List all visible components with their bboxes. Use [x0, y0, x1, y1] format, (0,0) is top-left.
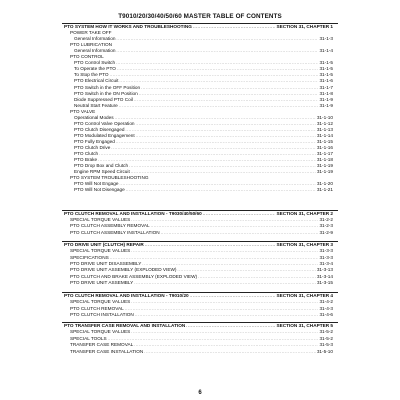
page-reference: 31-1-6	[319, 78, 333, 84]
entry-label: SPECIAL TOOLS	[70, 335, 107, 341]
section-title: PTO TRANSFER CASE REMOVAL AND INSTALLATION	[64, 323, 186, 328]
toc-entry	[70, 267, 333, 273]
page-reference: 31-3-14	[316, 273, 333, 279]
entry-label: PTO CLUTCH REMOVAL	[70, 305, 124, 311]
page-reference: 31-1-8	[319, 90, 333, 96]
page-number: 6	[198, 390, 202, 396]
page-reference: 31-1-20	[316, 181, 333, 187]
entry-label: PTO DRIVE UNIT ASSEMBLY (EXPLODED VIEW)	[70, 267, 177, 273]
page-reference: 31-1-21	[316, 187, 333, 193]
dot-leader	[186, 323, 275, 329]
toc-entry	[70, 230, 333, 236]
entry-label: PTO LUBRICATION	[70, 42, 113, 48]
entry-label: PTO Control Switch	[74, 60, 116, 66]
toc-section-header	[64, 211, 333, 217]
toc-entry	[70, 248, 333, 254]
page-title: T9010/20/30/40/50/60 MASTER TABLE OF CONTENTS	[118, 13, 282, 20]
entry-label: To Operate the PTO	[74, 66, 116, 72]
entry-label: SPECIFICATIONS	[70, 254, 109, 260]
toc-entry	[70, 342, 333, 348]
page-reference: 31-4-6	[319, 312, 333, 318]
page-reference: 31-1-14	[316, 132, 333, 138]
entry-label: Diode Suppressed PTO Coil	[74, 96, 133, 102]
chapter-reference: SECTION 31, CHAPTER 3	[276, 242, 333, 247]
page-reference: 31-3-4	[319, 260, 333, 266]
toc-entry	[70, 349, 333, 355]
chapter-reference: SECTION 31, CHAPTER 5	[276, 323, 333, 328]
dot-leader	[131, 329, 318, 335]
entry-label: PTO CLUTCH AND BRAKE ASSEMBLY (EXPLODED VIEW)	[70, 273, 198, 279]
dot-leader	[126, 187, 316, 193]
section-title: PTO DRIVE UNIT (CLUTCH) REPAIR	[64, 242, 144, 247]
page-reference: 31-2-3	[319, 223, 333, 229]
page-reference: 31-5-3	[319, 342, 333, 348]
page-reference: 31-1-19	[316, 163, 333, 169]
toc-entry	[70, 312, 333, 318]
dot-leader	[125, 306, 319, 312]
toc-section-header	[64, 242, 333, 248]
toc-entry	[70, 336, 333, 342]
entry-label: PTO Brake	[74, 157, 98, 163]
page-reference: 31-3-13	[316, 267, 333, 273]
dot-leader	[131, 248, 318, 254]
page-reference: 31-1-7	[319, 84, 333, 90]
toc-entry	[70, 217, 333, 223]
page-reference: 31-1-12	[316, 120, 333, 126]
entry-label: PTO CONTROL	[70, 54, 104, 60]
page-reference: 31-1-5	[319, 60, 333, 66]
page-reference: 31-1-10	[316, 114, 333, 120]
dot-leader	[198, 274, 316, 280]
entry-label: General Information	[74, 36, 116, 42]
chapter-reference: SECTION 31, CHAPTER 4	[276, 293, 333, 298]
entry-label: PTO Will Not Disengage	[74, 187, 125, 193]
entry-label: PTO SYSTEM TROUBLESHOOTING	[70, 175, 149, 181]
toc-entry	[70, 329, 333, 335]
entry-label: PTO Control Valve Operation	[74, 120, 135, 126]
page-reference: 31-1-4	[319, 48, 333, 54]
page-reference: 31-5-2	[319, 329, 333, 335]
entry-label: SPECIAL TORQUE VALUES	[70, 299, 131, 305]
page-reference: 31-1-16	[316, 145, 333, 150]
section-title: PTO CLUTCH REMOVAL AND INSTALLATION - T9010/20	[64, 293, 189, 298]
dot-leader	[161, 230, 319, 236]
toc-entry	[70, 223, 333, 229]
page-reference: 31-1-19	[316, 169, 333, 175]
entry-label: TRANSFER CASE REMOVAL	[70, 342, 134, 348]
entry-label: General Information	[74, 48, 116, 54]
entry-label: PTO Clutch Drive	[74, 145, 111, 150]
toc-section-header	[64, 323, 333, 329]
toc-entry	[70, 299, 333, 305]
entry-label: SPECIAL TORQUE VALUES	[70, 217, 131, 223]
page-reference: 31-5-10	[316, 348, 333, 354]
section-title: PTO SYSTEM HOW IT WORKS AND TROUBLESHOOTING	[64, 24, 192, 29]
entry-label: PTO CLUTCH ASSEMBLY INSTALLATION	[70, 229, 160, 235]
dot-leader	[145, 242, 276, 248]
dot-leader	[203, 211, 276, 217]
entry-label: PTO Will Not Engage	[74, 181, 119, 187]
entry-label: PTO Drop Box and Clutch	[74, 163, 129, 169]
entry-label: PTO Electrical Circuit	[74, 78, 119, 84]
toc-entry	[70, 280, 333, 286]
page-reference: 31-3-15	[316, 279, 333, 285]
entry-label: Operational Modes	[74, 114, 114, 120]
page-reference: 31-1-9	[319, 102, 333, 108]
page-reference: 31-2-9	[319, 229, 333, 235]
page-reference: 31-3-3	[319, 248, 333, 254]
toc-entry	[70, 255, 333, 261]
page-reference: 31-5-2	[319, 335, 333, 341]
dot-leader	[131, 217, 318, 223]
entry-label: PTO DRIVE UNIT ASSEMBLY	[70, 279, 134, 285]
dot-leader	[131, 299, 318, 305]
entry-label: PTO Switch in the OFF Position	[74, 84, 141, 90]
dot-leader	[151, 223, 319, 229]
page-reference: 31-1-17	[316, 151, 333, 157]
dot-leader	[177, 267, 315, 273]
page-reference: 31-1-15	[316, 138, 333, 144]
entry-label: PTO Modulated Engagement	[74, 132, 135, 138]
dot-leader	[190, 293, 276, 299]
entry-label: POWER TAKE OFF	[70, 30, 112, 36]
toc-entry	[70, 274, 333, 280]
entry-label: PTO VALVE	[70, 108, 96, 114]
chapter-reference: SECTION 31, CHAPTER 1	[276, 24, 333, 29]
entry-label: PTO Fully Engaged	[74, 138, 115, 144]
entry-label: To Stop the PTO	[74, 72, 109, 78]
toc-section-header	[64, 293, 333, 299]
entry-label: TRANSFER CASE INSTALLATION	[70, 348, 144, 354]
page-reference: 31-1-18	[316, 157, 333, 163]
page-reference: 31-4-2	[319, 299, 333, 305]
dot-leader	[134, 280, 316, 286]
page-reference: 31-4-3	[319, 305, 333, 311]
dot-leader	[134, 342, 318, 348]
entry-label: PTO Clutch	[74, 151, 99, 157]
entry-label: SPECIAL TORQUE VALUES	[70, 329, 131, 335]
dot-leader	[110, 255, 319, 261]
dot-leader	[135, 312, 319, 318]
toc-entry	[70, 261, 333, 267]
chapter-reference: SECTION 31, CHAPTER 2	[276, 211, 333, 216]
page-reference: 31-1-5	[319, 72, 333, 78]
page-reference: 31-1-3	[319, 36, 333, 42]
entry-label: PTO Switch in the ON Position	[74, 90, 138, 96]
entry-label: SPECIAL TORQUE VALUES	[70, 248, 131, 254]
entry-label: PTO Clutch Disengaged	[74, 126, 125, 132]
toc-entry	[70, 306, 333, 312]
page-reference: 31-1-5	[319, 66, 333, 72]
entry-label: PTO CLUTCH INSTALLATION	[70, 312, 134, 318]
dot-leader	[144, 349, 316, 355]
page-reference: 31-1-13	[316, 126, 333, 132]
dot-leader	[108, 336, 319, 342]
entry-label: PTO CLUTCH ASSEMBLY REMOVAL	[70, 223, 150, 229]
dot-leader	[142, 261, 318, 267]
page-reference: 31-2-2	[319, 217, 333, 223]
page-reference: 31-3-3	[319, 254, 333, 260]
section-title: PTO CLUTCH REMOVAL AND INSTALLATION - T9030/40/50/60	[64, 211, 202, 216]
entry-label: Neutral Start Feature	[74, 102, 118, 108]
page-reference: 31-1-9	[319, 96, 333, 102]
entry-label: PTO DRIVE UNIT DISASSEMBLY	[70, 260, 142, 266]
entry-label: Engine RPM Speed Circuit	[74, 169, 130, 175]
toc-entry	[74, 187, 333, 193]
